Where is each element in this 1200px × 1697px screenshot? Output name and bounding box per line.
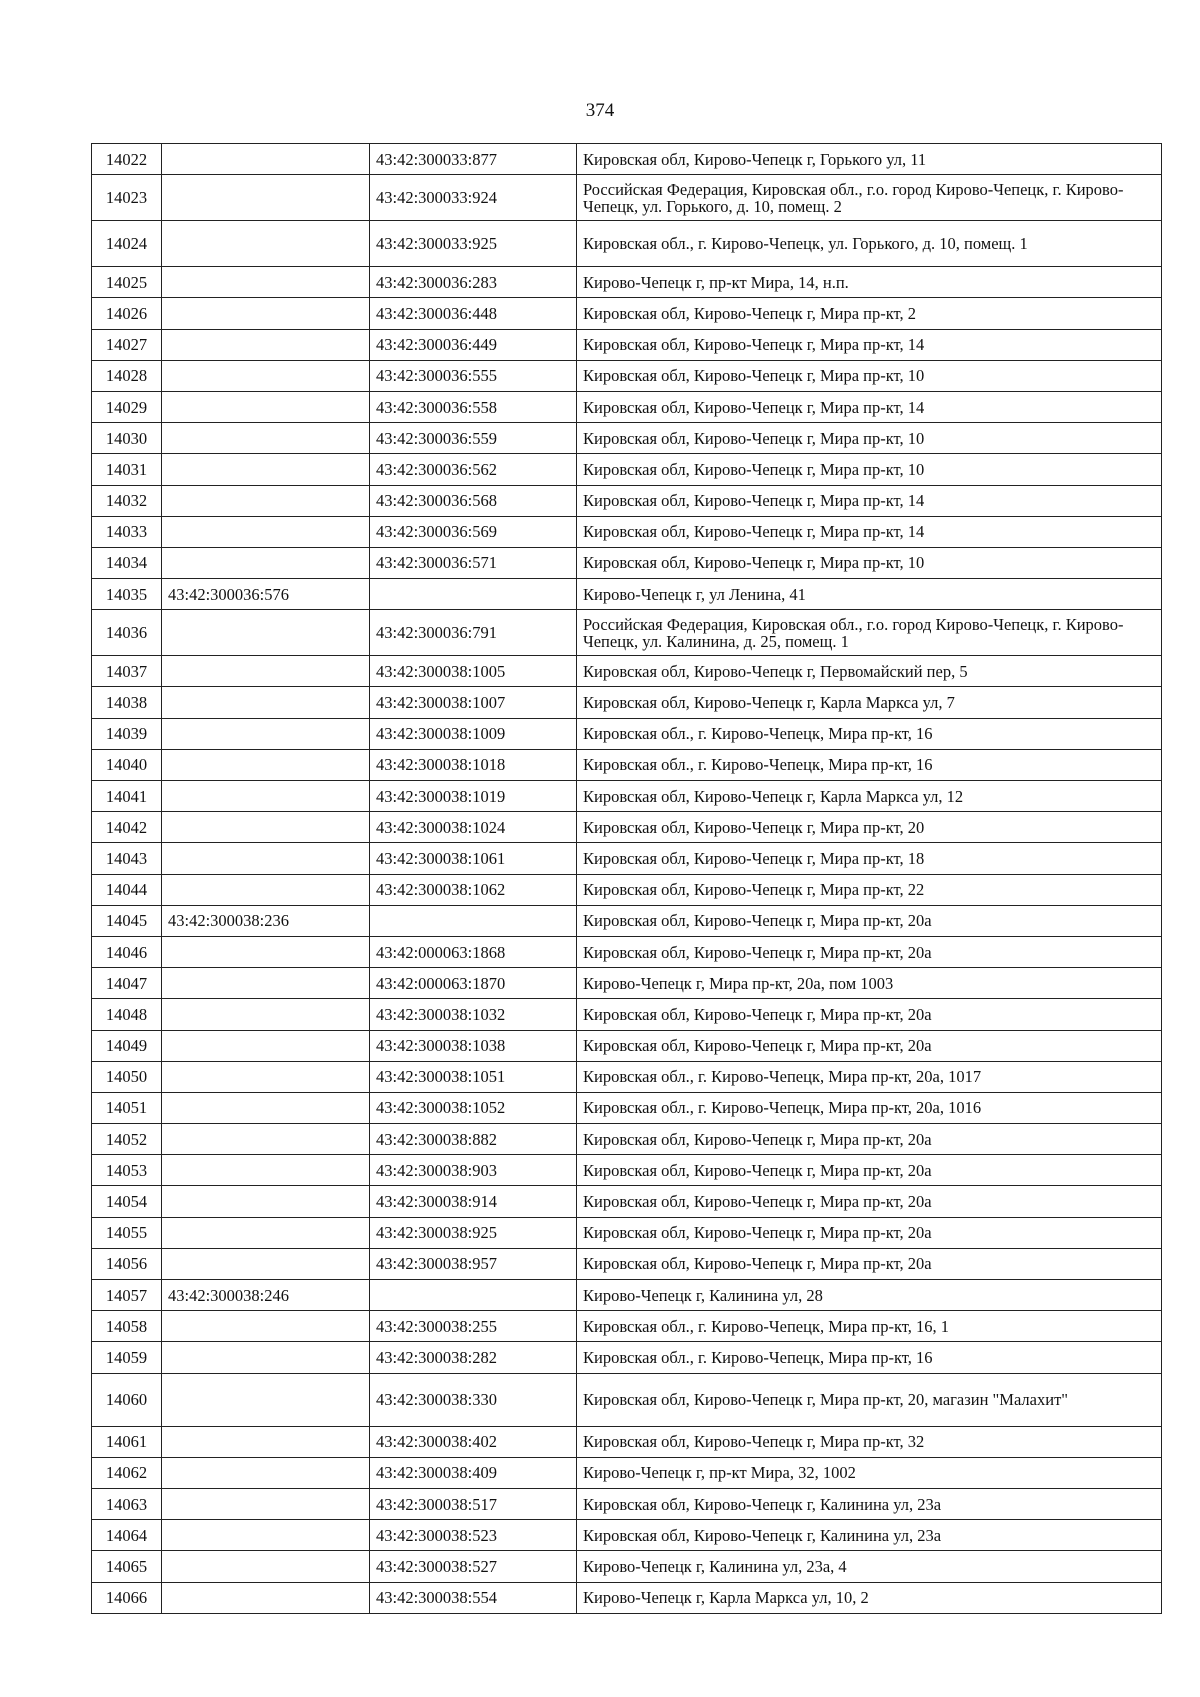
row-number-cell: 14040 [92,749,162,780]
table-row [92,1186,1162,1217]
address-cell: Кировская обл, Кирово-Чепецк г, Горького ул, 11 [577,144,1162,175]
address-cell: Кировская обл, Кирово-Чепецк г, Мира пр-кт, 20а [577,1186,1162,1217]
land-cadastral-number-cell [162,267,370,298]
address-cell: Кировская обл, Кирово-Чепецк г, Мира пр-кт, 22 [577,874,1162,905]
object-cadastral-number-cell: 43:42:300033:925 [370,221,577,267]
table-row [92,999,1162,1030]
object-cadastral-number-cell: 43:42:300038:1005 [370,656,577,687]
object-cadastral-number-cell: 43:42:300038:1052 [370,1092,577,1123]
address-cell: Кирово-Чепецк г, пр-кт Мира, 32, 1002 [577,1457,1162,1488]
land-cadastral-number-cell [162,781,370,812]
row-number-cell: 14052 [92,1124,162,1155]
land-cadastral-number-cell [162,1155,370,1186]
address-cell: Кировская обл, Кирово-Чепецк г, Мира пр-кт, 32 [577,1426,1162,1457]
address-cell: Кировская обл, Кирово-Чепецк г, Мира пр-кт, 20, магазин "Малахит" [577,1373,1162,1426]
row-number-cell: 14041 [92,781,162,812]
address-cell: Кировская обл, Кирово-Чепецк г, Мира пр-кт, 20а [577,905,1162,936]
address-cell: Кировская обл., г. Кирово-Чепецк, Мира пр-кт, 16 [577,749,1162,780]
address-cell: Кировская обл, Кирово-Чепецк г, Мира пр-кт, 14 [577,485,1162,516]
object-cadastral-number-cell: 43:42:300038:1032 [370,999,577,1030]
table-row [92,905,1162,936]
object-cadastral-number-cell [370,579,577,610]
land-cadastral-number-cell [162,1520,370,1551]
land-cadastral-number-cell [162,298,370,329]
land-cadastral-number-cell [162,1186,370,1217]
land-cadastral-number-cell [162,687,370,718]
row-number-cell: 14033 [92,516,162,547]
table-row [92,298,1162,329]
object-cadastral-number-cell: 43:42:300038:330 [370,1373,577,1426]
table-row [92,1311,1162,1342]
row-number-cell: 14043 [92,843,162,874]
table-row [92,360,1162,391]
address-cell: Кировская обл, Кирово-Чепецк г, Мира пр-кт, 20а [577,1248,1162,1279]
address-cell: Кировская обл., г. Кирово-Чепецк, Мира пр-кт, 20а, 1017 [577,1061,1162,1092]
row-number-cell: 14031 [92,454,162,485]
row-number-cell: 14030 [92,423,162,454]
row-number-cell: 14066 [92,1582,162,1613]
table-row [92,1551,1162,1582]
row-number-cell: 14060 [92,1373,162,1426]
object-cadastral-number-cell: 43:42:300038:1007 [370,687,577,718]
address-cell: Кировская обл, Кирово-Чепецк г, Мира пр-кт, 10 [577,360,1162,391]
address-cell: Кирово-Чепецк г, пр-кт Мира, 14, н.п. [577,267,1162,298]
row-number-cell: 14049 [92,1030,162,1061]
land-cadastral-number-cell [162,1342,370,1373]
address-cell: Кировская обл, Кирово-Чепецк г, Мира пр-кт, 10 [577,423,1162,454]
land-cadastral-number-cell [162,936,370,967]
row-number-cell: 14029 [92,391,162,422]
object-cadastral-number-cell: 43:42:300038:402 [370,1426,577,1457]
address-cell: Кировская обл., г. Кирово-Чепецк, Мира пр-кт, 20а, 1016 [577,1092,1162,1123]
row-number-cell: 14051 [92,1092,162,1123]
land-cadastral-number-cell: 43:42:300038:236 [162,905,370,936]
land-cadastral-number-cell [162,1373,370,1426]
row-number-cell: 14061 [92,1426,162,1457]
row-number-cell: 14042 [92,812,162,843]
land-cadastral-number-cell [162,749,370,780]
address-cell: Кировская обл, Кирово-Чепецк г, Мира пр-кт, 20а [577,1030,1162,1061]
object-cadastral-number-cell: 43:42:300038:523 [370,1520,577,1551]
land-cadastral-number-cell: 43:42:300038:246 [162,1280,370,1311]
object-cadastral-number-cell: 43:42:300036:283 [370,267,577,298]
land-cadastral-number-cell [162,454,370,485]
object-cadastral-number-cell: 43:42:300036:562 [370,454,577,485]
land-cadastral-number-cell [162,610,370,656]
address-cell: Российская Федерация, Кировская обл., г.о. город Кирово-Чепецк, г. Кирово-Чепецк, ул. Калинина, д. 25, помещ. 1 [577,610,1162,656]
table-row [92,1061,1162,1092]
row-number-cell: 14053 [92,1155,162,1186]
land-cadastral-number-cell [162,656,370,687]
object-cadastral-number-cell: 43:42:300036:559 [370,423,577,454]
table-row [92,1582,1162,1613]
object-cadastral-number-cell: 43:42:300038:914 [370,1186,577,1217]
land-cadastral-number-cell [162,329,370,360]
land-cadastral-number-cell [162,485,370,516]
object-cadastral-number-cell: 43:42:300038:957 [370,1248,577,1279]
table-row [92,423,1162,454]
row-number-cell: 14038 [92,687,162,718]
land-cadastral-number-cell [162,1217,370,1248]
row-number-cell: 14028 [92,360,162,391]
object-cadastral-number-cell: 43:42:300038:527 [370,1551,577,1582]
row-number-cell: 14022 [92,144,162,175]
address-cell: Кировская обл., г. Кирово-Чепецк, Мира пр-кт, 16 [577,1342,1162,1373]
table-row [92,1124,1162,1155]
table-row [92,547,1162,578]
object-cadastral-number-cell: 43:42:300038:903 [370,1155,577,1186]
address-cell: Кировская обл, Кирово-Чепецк г, Первомайский пер, 5 [577,656,1162,687]
row-number-cell: 14032 [92,485,162,516]
row-number-cell: 14035 [92,579,162,610]
address-cell: Кировская обл, Кирово-Чепецк г, Калинина ул, 23а [577,1488,1162,1519]
table-row [92,1030,1162,1061]
address-cell: Кировская обл, Кирово-Чепецк г, Мира пр-кт, 2 [577,298,1162,329]
table-row [92,1342,1162,1373]
table-row [92,781,1162,812]
land-cadastral-number-cell [162,843,370,874]
address-cell: Кирово-Чепецк г, Калинина ул, 28 [577,1280,1162,1311]
row-number-cell: 14048 [92,999,162,1030]
row-number-cell: 14046 [92,936,162,967]
address-cell: Кировская обл., г. Кирово-Чепецк, Мира пр-кт, 16 [577,718,1162,749]
land-cadastral-number-cell [162,999,370,1030]
table-row [92,1248,1162,1279]
table-row [92,516,1162,547]
land-cadastral-number-cell [162,1061,370,1092]
object-cadastral-number-cell: 43:42:300033:877 [370,144,577,175]
table-row [92,1092,1162,1123]
address-cell: Кировская обл, Кирово-Чепецк г, Мира пр-кт, 14 [577,329,1162,360]
table-row [92,1426,1162,1457]
table-row [92,144,1162,175]
table-row [92,936,1162,967]
object-cadastral-number-cell: 43:42:300038:554 [370,1582,577,1613]
row-number-cell: 14023 [92,175,162,221]
row-number-cell: 14039 [92,718,162,749]
object-cadastral-number-cell: 43:42:300038:1051 [370,1061,577,1092]
address-cell: Кировская обл, Кирово-Чепецк г, Мира пр-кт, 20а [577,999,1162,1030]
row-number-cell: 14062 [92,1457,162,1488]
land-cadastral-number-cell [162,874,370,905]
row-number-cell: 14036 [92,610,162,656]
address-cell: Кировская обл., г. Кирово-Чепецк, Мира пр-кт, 16, 1 [577,1311,1162,1342]
object-cadastral-number-cell: 43:42:300036:555 [370,360,577,391]
object-cadastral-number-cell: 43:42:300036:791 [370,610,577,656]
table-row [92,1280,1162,1311]
row-number-cell: 14037 [92,656,162,687]
table-row [92,874,1162,905]
address-cell: Кирово-Чепецк г, Калинина ул, 23а, 4 [577,1551,1162,1582]
row-number-cell: 14054 [92,1186,162,1217]
address-cell: Кировская обл, Кирово-Чепецк г, Мира пр-кт, 20а [577,1217,1162,1248]
table-row [92,221,1162,267]
row-number-cell: 14055 [92,1217,162,1248]
land-cadastral-number-cell [162,1248,370,1279]
row-number-cell: 14025 [92,267,162,298]
registry-body [92,144,1162,1614]
object-cadastral-number-cell: 43:42:300038:409 [370,1457,577,1488]
address-cell: Кировская обл, Кирово-Чепецк г, Мира пр-кт, 14 [577,516,1162,547]
table-row [92,687,1162,718]
address-cell: Кировская обл, Кирово-Чепецк г, Карла Маркса ул, 12 [577,781,1162,812]
address-cell: Кировская обл, Кирово-Чепецк г, Мира пр-кт, 10 [577,547,1162,578]
table-row [92,454,1162,485]
row-number-cell: 14058 [92,1311,162,1342]
land-cadastral-number-cell [162,1457,370,1488]
object-cadastral-number-cell: 43:42:300038:1019 [370,781,577,812]
address-cell: Кирово-Чепецк г, ул Ленина, 41 [577,579,1162,610]
object-cadastral-number-cell: 43:42:300038:517 [370,1488,577,1519]
row-number-cell: 14024 [92,221,162,267]
table-row [92,329,1162,360]
land-cadastral-number-cell [162,423,370,454]
row-number-cell: 14045 [92,905,162,936]
row-number-cell: 14026 [92,298,162,329]
land-cadastral-number-cell [162,1030,370,1061]
land-cadastral-number-cell [162,391,370,422]
address-cell: Кирово-Чепецк г, Мира пр-кт, 20а, пом 1003 [577,968,1162,999]
land-cadastral-number-cell [162,547,370,578]
land-cadastral-number-cell [162,1311,370,1342]
land-cadastral-number-cell [162,175,370,221]
object-cadastral-number-cell: 43:42:300036:569 [370,516,577,547]
land-cadastral-number-cell [162,360,370,391]
address-cell: Кировская обл, Кирово-Чепецк г, Мира пр-кт, 14 [577,391,1162,422]
object-cadastral-number-cell: 43:42:300038:1009 [370,718,577,749]
table-row [92,749,1162,780]
land-cadastral-number-cell [162,221,370,267]
table-row [92,718,1162,749]
table-row [92,1155,1162,1186]
object-cadastral-number-cell: 43:42:300038:1061 [370,843,577,874]
object-cadastral-number-cell [370,1280,577,1311]
table-row [92,610,1162,656]
address-cell: Российская Федерация, Кировская обл., г.о. город Кирово-Чепецк, г. Кирово-Чепецк, ул. Горького, д. 10, помещ. 2 [577,175,1162,221]
row-number-cell: 14027 [92,329,162,360]
page-number: 374 [585,100,615,121]
object-cadastral-number-cell: 43:42:300038:882 [370,1124,577,1155]
address-cell: Кировская обл, Кирово-Чепецк г, Мира пр-кт, 18 [577,843,1162,874]
row-number-cell: 14056 [92,1248,162,1279]
land-cadastral-number-cell [162,1124,370,1155]
object-cadastral-number-cell: 43:42:300036:571 [370,547,577,578]
land-cadastral-number-cell: 43:42:300036:576 [162,579,370,610]
table-row [92,267,1162,298]
table-row [92,1488,1162,1519]
row-number-cell: 14059 [92,1342,162,1373]
table-row [92,1217,1162,1248]
table-row [92,1457,1162,1488]
land-cadastral-number-cell [162,812,370,843]
object-cadastral-number-cell [370,905,577,936]
address-cell: Кировская обл, Кирово-Чепецк г, Мира пр-кт, 20а [577,1155,1162,1186]
row-number-cell: 14063 [92,1488,162,1519]
land-cadastral-number-cell [162,144,370,175]
table-row [92,656,1162,687]
address-cell: Кировская обл, Кирово-Чепецк г, Карла Маркса ул, 7 [577,687,1162,718]
object-cadastral-number-cell: 43:42:300038:255 [370,1311,577,1342]
object-cadastral-number-cell: 43:42:300036:558 [370,391,577,422]
land-cadastral-number-cell [162,516,370,547]
table-row [92,175,1162,221]
address-cell: Кировская обл, Кирово-Чепецк г, Мира пр-кт, 20 [577,812,1162,843]
table-row [92,968,1162,999]
table-row [92,812,1162,843]
object-cadastral-number-cell: 43:42:300038:925 [370,1217,577,1248]
address-cell: Кировская обл, Кирово-Чепецк г, Мира пр-кт, 20а [577,936,1162,967]
row-number-cell: 14047 [92,968,162,999]
object-cadastral-number-cell: 43:42:300038:1062 [370,874,577,905]
address-cell: Кировская обл, Кирово-Чепецк г, Мира пр-кт, 20а [577,1124,1162,1155]
object-cadastral-number-cell: 43:42:300038:1038 [370,1030,577,1061]
object-cadastral-number-cell: 43:42:000063:1870 [370,968,577,999]
row-number-cell: 14050 [92,1061,162,1092]
table-row [92,485,1162,516]
address-cell: Кирово-Чепецк г, Карла Маркса ул, 10, 2 [577,1582,1162,1613]
table-row [92,1373,1162,1426]
object-cadastral-number-cell: 43:42:300036:568 [370,485,577,516]
row-number-cell: 14065 [92,1551,162,1582]
land-cadastral-number-cell [162,718,370,749]
land-cadastral-number-cell [162,1582,370,1613]
object-cadastral-number-cell: 43:42:300038:282 [370,1342,577,1373]
land-cadastral-number-cell [162,968,370,999]
address-cell: Кировская обл., г. Кирово-Чепецк, ул. Горького, д. 10, помещ. 1 [577,221,1162,267]
object-cadastral-number-cell: 43:42:300036:448 [370,298,577,329]
address-cell: Кировская обл, Кирово-Чепецк г, Калинина ул, 23а [577,1520,1162,1551]
object-cadastral-number-cell: 43:42:000063:1868 [370,936,577,967]
object-cadastral-number-cell: 43:42:300033:924 [370,175,577,221]
object-cadastral-number-cell: 43:42:300038:1024 [370,812,577,843]
row-number-cell: 14034 [92,547,162,578]
land-cadastral-number-cell [162,1488,370,1519]
land-cadastral-number-cell [162,1092,370,1123]
land-cadastral-number-cell [162,1426,370,1457]
table-row [92,391,1162,422]
land-cadastral-number-cell [162,1551,370,1582]
row-number-cell: 14064 [92,1520,162,1551]
row-number-cell: 14057 [92,1280,162,1311]
table-row [92,1520,1162,1551]
registry-table [91,143,1162,1614]
object-cadastral-number-cell: 43:42:300038:1018 [370,749,577,780]
object-cadastral-number-cell: 43:42:300036:449 [370,329,577,360]
address-cell: Кировская обл, Кирово-Чепецк г, Мира пр-кт, 10 [577,454,1162,485]
row-number-cell: 14044 [92,874,162,905]
table-row [92,843,1162,874]
table-row [92,579,1162,610]
